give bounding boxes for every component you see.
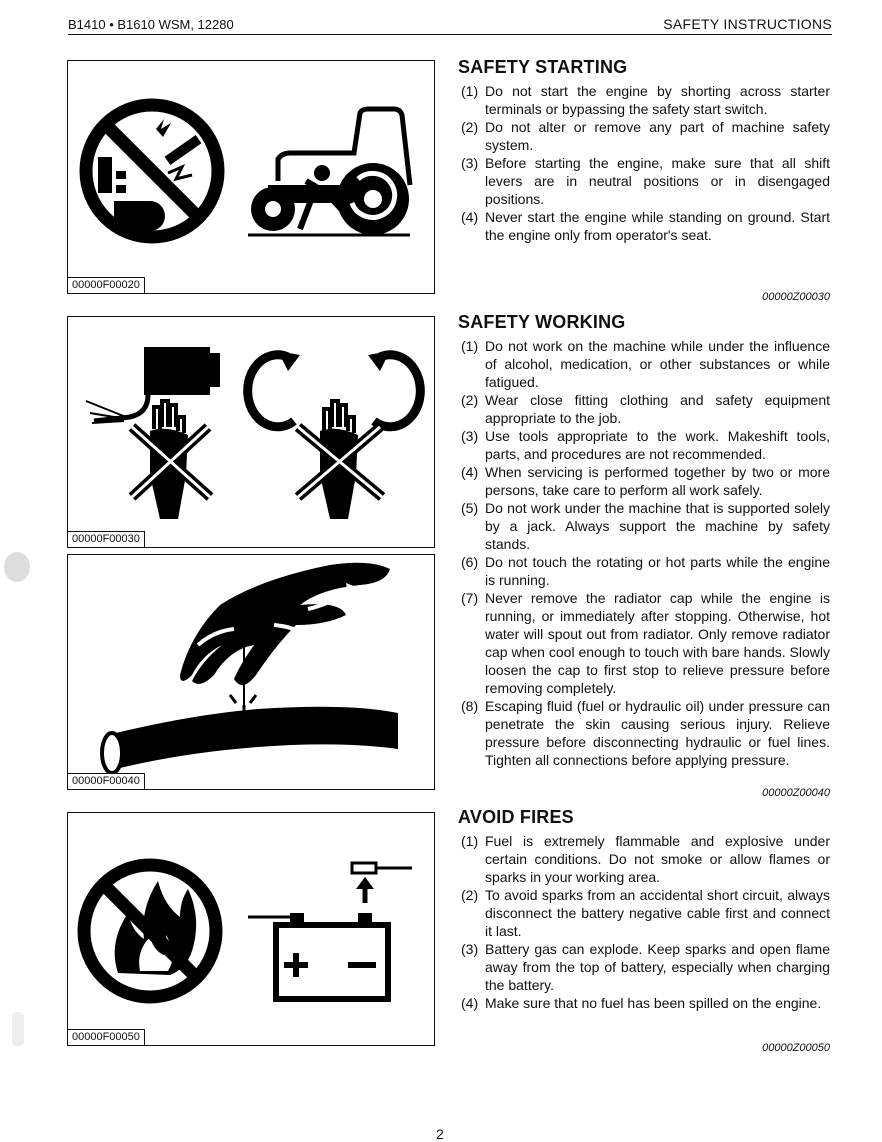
figure-high-pressure-fluid (67, 554, 435, 790)
page-header (68, 14, 832, 35)
instruction-list (458, 82, 830, 244)
list-item: (1) Fuel is extremely flammable and explosive under certain conditions. Do not smoke or allow flames or sparks in your working area. (461, 833, 830, 885)
list-item: (4) When servicing is performed together by two or more persons, take care to perform all work safely. (461, 464, 830, 498)
list-item: (7) Never remove the radiator cap while the engine is running, or immediately after stopping. Otherwise, hot water will spout out from radiator. Only remove radiator cap when cool enough to touch with bare hands. Slowly loosen the cap to first stop to relieve pressure before removing completely. (461, 590, 830, 696)
scan-artifact (12, 1012, 24, 1046)
section-safety-working (458, 312, 830, 769)
section-title: SAFETY WORKING (458, 312, 626, 332)
list-item: (1) Do not start the engine by shorting across starter terminals or bypassing the safety start switch. (461, 83, 830, 117)
chapter-title: SAFETY INSTRUCTIONS (663, 16, 832, 32)
list-item: (2) Do not alter or remove any part of machine safety system. (461, 119, 830, 153)
reference-code: 00000Z00030 (762, 291, 830, 303)
list-item: (3) Battery gas can explode. Keep sparks and open flame away from the top of battery, especially when charging the battery. (461, 941, 830, 993)
figure-code: 00000F00020 (68, 277, 145, 293)
tractor-runover-icon (68, 61, 434, 293)
figure-code: 00000F00040 (68, 773, 145, 789)
list-item: (4) Never start the engine while standing on ground. Start the engine only from operator's seat. (461, 209, 830, 243)
list-item: (8) Escaping fluid (fuel or hydraulic oil) under pressure can penetrate the skin causing serious injury. Relieve pressure before disconnecting hydraulic or fuel lines. Tighten all connections before applying pressure. (461, 698, 830, 768)
section-title: SAFETY STARTING (458, 57, 628, 77)
figure-safety-working-hands (67, 316, 435, 548)
figure-code: 00000F00030 (68, 531, 145, 547)
list-item: (4) Make sure that no fuel has been spilled on the engine. (461, 995, 822, 1011)
page-number: 2 (436, 1126, 444, 1142)
high-pressure-fluid-hand-icon (68, 555, 434, 789)
instruction-list (458, 832, 830, 1012)
figure-code: 00000F00050 (68, 1029, 145, 1045)
list-item: (2) To avoid sparks from an accidental short circuit, always disconnect the battery negative cable first and connect it last. (461, 887, 830, 939)
section-avoid-fires (458, 807, 830, 1012)
figure-avoid-fires (67, 812, 435, 1046)
rotating-arrows-icon (68, 317, 434, 547)
reference-code: 00000Z00050 (762, 1042, 830, 1054)
list-item: (6) Do not touch the rotating or hot parts while the engine is running. (461, 554, 830, 588)
section-title: AVOID FIRES (458, 807, 574, 827)
list-item: (1) Do not work on the machine while under the influence of alcohol, medication, or other substances or while fatigued. (461, 338, 830, 390)
manual-id: B1410 • B1610 WSM, 12280 (68, 17, 234, 32)
list-item: (3) Use tools appropriate to the work. Makeshift tools, parts, and procedures are not recommended. (461, 428, 830, 462)
instruction-list (458, 337, 830, 769)
list-item: (5) Do not work under the machine that is supported solely by a jack. Always support the machine by safety stands. (461, 500, 830, 552)
list-item: (3) Before starting the engine, make sure that all shift levers are in neutral positions or in disengaged positions. (461, 155, 830, 207)
scan-artifact (4, 552, 30, 582)
battery-disconnect-icon (68, 813, 434, 1045)
list-item: (2) Wear close fitting clothing and safety equipment appropriate to the job. (461, 392, 830, 426)
reference-code: 00000Z00040 (762, 787, 830, 799)
figure-safety-starting (67, 60, 435, 294)
section-safety-starting (458, 57, 830, 244)
